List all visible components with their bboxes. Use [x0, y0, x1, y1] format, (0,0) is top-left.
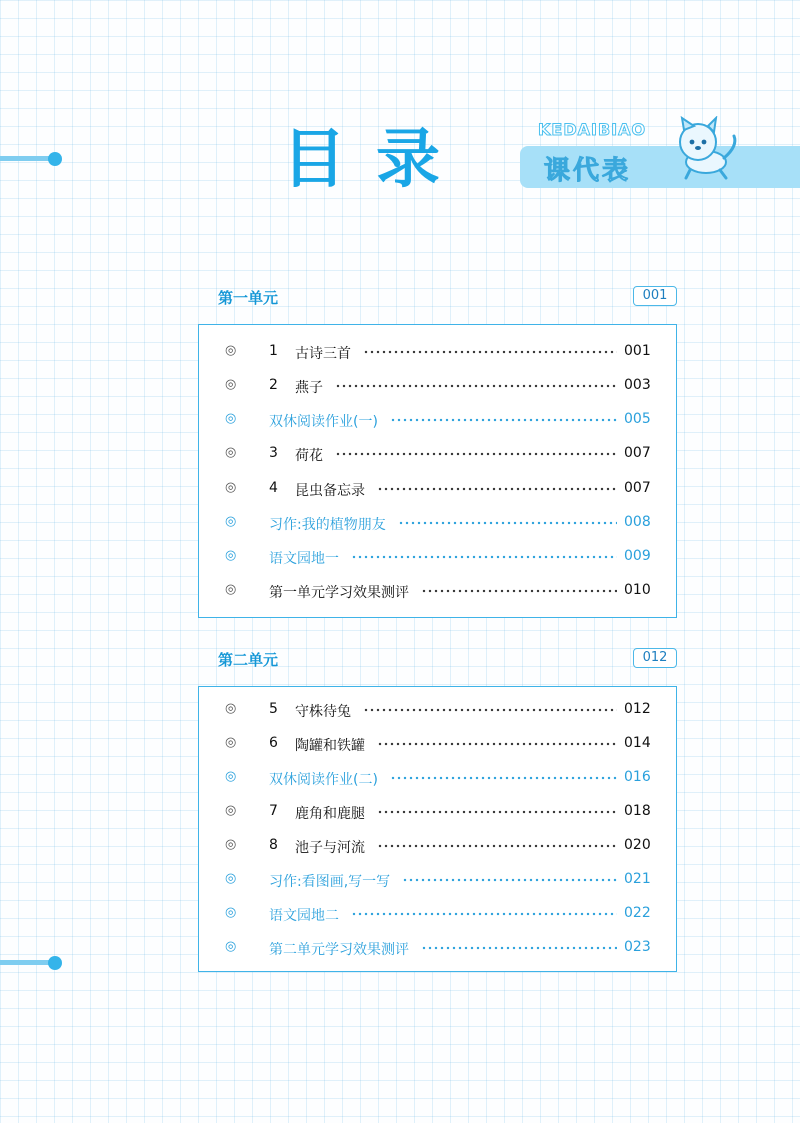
bullet-icon: ◎: [225, 837, 237, 852]
toc-entry-title: 鹿角和鹿腿: [295, 806, 365, 822]
toc-entry-number: 7: [269, 803, 278, 819]
unit-1-page: 001: [633, 286, 677, 306]
toc-entry-number: 2: [269, 377, 278, 393]
leader-dots: [377, 809, 617, 815]
bullet-icon: ◎: [225, 377, 237, 392]
toc-entry[interactable]: [199, 905, 676, 925]
toc-entry-title: 习作:我的植物朋友: [269, 517, 386, 533]
toc-entry-page: 014: [624, 735, 651, 751]
brand-logo: [520, 116, 800, 192]
toc-entry-number: 5: [269, 701, 278, 717]
toc-entry-title: 语文园地二: [269, 908, 339, 924]
toc-entry-page: 009: [624, 548, 651, 564]
bullet-icon: ◎: [225, 769, 237, 784]
page-title: 目录: [282, 123, 470, 197]
toc-entry[interactable]: [199, 803, 676, 823]
toc-entry[interactable]: [199, 701, 676, 721]
unit-1-heading: 第一单元: [218, 289, 279, 307]
leader-dots: [377, 486, 617, 492]
toc-entry-page: 007: [624, 445, 651, 461]
bullet-icon: ◎: [225, 411, 237, 426]
dog-mascot-icon: [672, 116, 750, 182]
leader-dots: [351, 911, 617, 917]
toc-entry[interactable]: [199, 377, 676, 397]
bullet-icon: ◎: [225, 582, 237, 597]
toc-entry-page: 022: [624, 905, 651, 921]
toc-entry[interactable]: [199, 939, 676, 959]
toc-entry-title: 第一单元学习效果测评: [269, 585, 409, 601]
toc-entry-page: 016: [624, 769, 651, 785]
leader-dots: [335, 383, 617, 389]
toc-entry-title: 双休阅读作业(一): [269, 414, 378, 430]
toc-entry-page: 005: [624, 411, 651, 427]
leader-dots: [335, 451, 617, 457]
leader-dots: [363, 349, 617, 355]
decor-line-bottom: [0, 960, 55, 965]
bullet-icon: ◎: [225, 343, 237, 358]
toc-entry-title: 语文园地一: [269, 551, 339, 567]
bullet-icon: ◎: [225, 871, 237, 886]
bullet-icon: ◎: [225, 803, 237, 818]
toc-entry[interactable]: [199, 411, 676, 431]
bullet-icon: ◎: [225, 701, 237, 716]
leader-dots: [377, 843, 617, 849]
toc-entry-title: 习作:看图画,写一写: [269, 874, 391, 890]
leader-dots: [351, 554, 617, 560]
toc-entry[interactable]: [199, 514, 676, 534]
leader-dots: [421, 588, 617, 594]
bullet-icon: ◎: [225, 939, 237, 954]
leader-dots: [363, 707, 617, 713]
toc-entry[interactable]: [199, 343, 676, 363]
toc-entry-page: 023: [624, 939, 651, 955]
bullet-icon: ◎: [225, 548, 237, 563]
unit-1-contents: [198, 324, 677, 618]
toc-entry-title: 古诗三首: [295, 346, 351, 362]
toc-entry[interactable]: [199, 582, 676, 602]
toc-entry-number: 1: [269, 343, 278, 359]
toc-entry-page: 001: [624, 343, 651, 359]
bullet-icon: ◎: [225, 480, 237, 495]
toc-entry-title: 第二单元学习效果测评: [269, 942, 409, 958]
toc-entry-page: 003: [624, 377, 651, 393]
leader-dots: [402, 877, 617, 883]
toc-entry-title: 昆虫备忘录: [295, 483, 365, 499]
toc-entry-title: 燕子: [295, 380, 323, 396]
toc-entry[interactable]: [199, 837, 676, 857]
toc-entry-page: 020: [624, 837, 651, 853]
toc-entry[interactable]: [199, 480, 676, 500]
bullet-icon: ◎: [225, 514, 237, 529]
leader-dots: [398, 520, 617, 526]
toc-entry-number: 6: [269, 735, 278, 751]
brand-name-cn: 课代表: [544, 156, 632, 186]
toc-entry[interactable]: [199, 548, 676, 568]
toc-entry-page: 008: [624, 514, 651, 530]
toc-entry-title: 守株待兔: [295, 704, 351, 720]
bullet-icon: ◎: [225, 445, 237, 460]
toc-entry-page: 012: [624, 701, 651, 717]
leader-dots: [421, 945, 617, 951]
toc-entry-title: 陶罐和铁罐: [295, 738, 365, 754]
toc-entry-page: 018: [624, 803, 651, 819]
toc-entry[interactable]: [199, 735, 676, 755]
toc-entry-page: 021: [624, 871, 651, 887]
leader-dots: [390, 417, 617, 423]
bullet-icon: ◎: [225, 735, 237, 750]
toc-entry-title: 荷花: [295, 448, 323, 464]
toc-entry[interactable]: [199, 445, 676, 465]
toc-entry-page: 007: [624, 480, 651, 496]
unit-2-heading: 第二单元: [218, 651, 279, 669]
leader-dots: [377, 741, 617, 747]
toc-entry-number: 4: [269, 480, 278, 496]
toc-entry-number: 3: [269, 445, 278, 461]
leader-dots: [390, 775, 617, 781]
decor-dot-bottom: [48, 956, 62, 970]
toc-entry[interactable]: [199, 871, 676, 891]
bullet-icon: ◎: [225, 905, 237, 920]
unit-2-page: 012: [633, 648, 677, 668]
toc-entry-page: 010: [624, 582, 651, 598]
toc-entry-number: 8: [269, 837, 278, 853]
toc-entry[interactable]: [199, 769, 676, 789]
decor-line-top: [0, 156, 55, 161]
toc-entry-title: 池子与河流: [295, 840, 365, 856]
brand-name-en: KEDAIBIAO: [538, 120, 647, 139]
unit-2-contents: [198, 686, 677, 972]
decor-dot-top: [48, 152, 62, 166]
toc-entry-title: 双休阅读作业(二): [269, 772, 378, 788]
